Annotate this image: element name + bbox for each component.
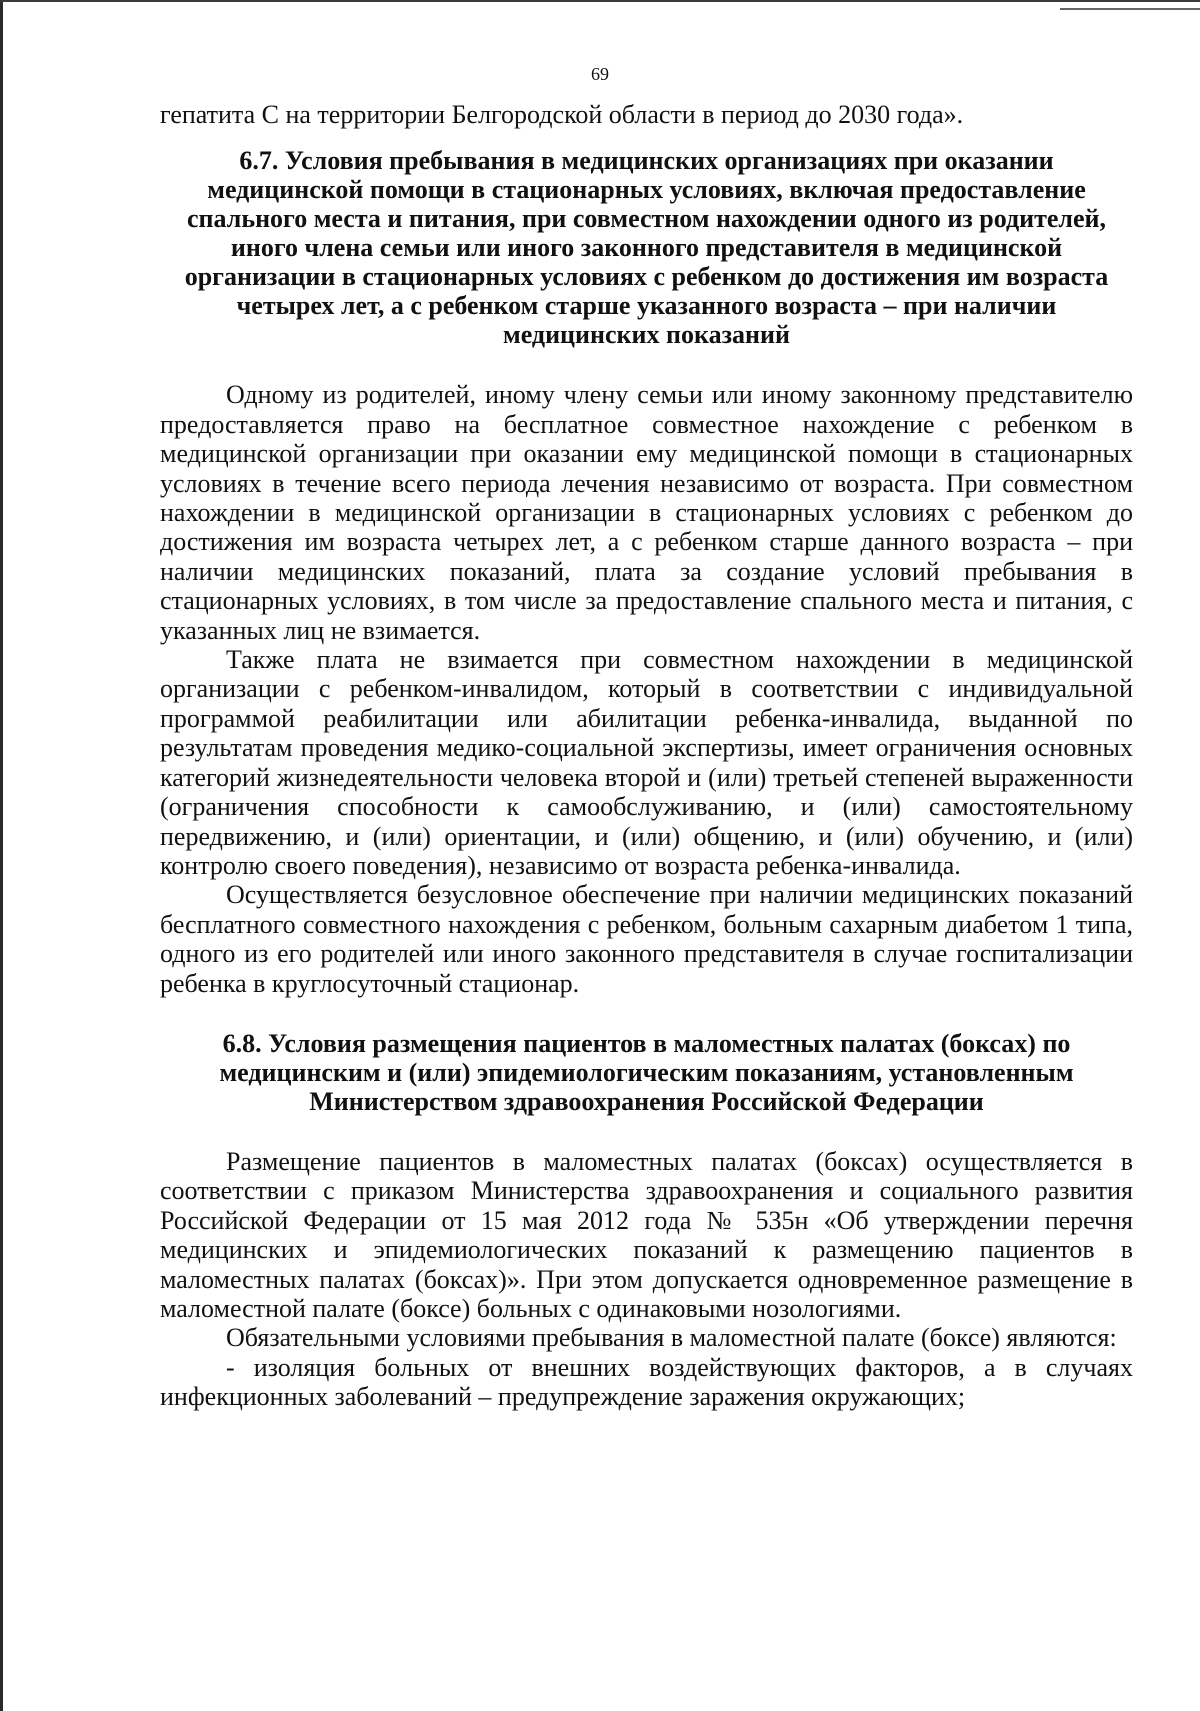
- section-6-8-heading: 6.8. Условия размещения пациентов в маломестных палатах (боксах) по медицинским и (или) эпидемиологическим показаниям, установленным Министерством здравоохранения Российской Федерации: [219, 1028, 1074, 1116]
- section-6-8-bullet-1: - изоляция больных от внешних воздействующих факторов, а в случаях инфекционных заболеваний – предупреждение заражения окружающих;: [160, 1352, 1133, 1412]
- scan-edge-top-right: [1060, 8, 1200, 10]
- scan-edge-left: [0, 0, 3, 1711]
- continuation-line: гепатита С на территории Белгородской области в период до 2030 года».: [160, 100, 964, 129]
- page-number: 69: [591, 64, 609, 84]
- document-body: [160, 100, 1133, 1412]
- section-6-7-paragraph-3: Осуществляется безусловное обеспечение при наличии медицинских показаний бесплатного совместного нахождения с ребенком, больным сахарным диабетом 1 типа, одного из его родителей или иного законного представителя в случае госпитализации ребенка в круглосуточный стационар.: [160, 880, 1133, 998]
- scan-edge-top: [0, 0, 1200, 2]
- section-6-8-paragraph-2: Обязательными условиями пребывания в маломестной палате (боксе) являются:: [226, 1323, 1117, 1353]
- section-6-8-paragraph-1: Размещение пациентов в маломестных палатах (боксах) осуществляется в соответствии с приказом Министерства здравоохранения и социального развития Российской Федерации от 15 мая 2012 года № 535н «Об утверждении перечня медицинских и эпидемиологических показаний к размещению пациентов в маломестных палатах (боксах)». При этом допускается одновременное размещение в маломестной палате (боксе) больных с одинаковыми нозологиями.: [160, 1146, 1133, 1323]
- section-6-7-paragraph-1: Одному из родителей, иному члену семьи или иному законному представителю предоставляется право на бесплатное совместное нахождение с ребенком в медицинской организации при оказании ему медицинской помощи в стационарных условиях в течение всего периода лечения независимо от возраста. При совместном нахождении в медицинской организации в стационарных условиях с ребенком до достижения им возраста четырех лет, а с ребенком старше данного возраста – при наличии медицинских показаний, плата за создание условий пребывания в стационарных условиях, в том числе за предоставление спального места и питания, с указанных лиц не взимается.: [160, 380, 1133, 645]
- section-6-7-heading: 6.7. Условия пребывания в медицинских организациях при оказании медицинской помощи в стационарных условиях, включая предоставление спального места и питания, при совместном нахождении одного из родителей, иного члена семьи или иного законного представителя в медицинской организации в стационарных условиях с ребенком до достижения им возраста четырех лет, а с ребенком старше указанного возраста – при наличии медицинских показаний: [184, 146, 1109, 350]
- section-6-7-paragraph-2: Также плата не взимается при совместном нахождении в медицинской организации с ребенком-инвалидом, который в соответствии с индивидуальной программой реабилитации или абилитации ребенка-инвалида, выданной по результатам проведения медико-социальной экспертизы, имеет ограничения основных категорий жизнедеятельности человека второй и (или) третьей степеней выраженности (ограничения способности к самообслуживанию, и (или) самостоятельному передвижению, и (или) ориентации, и (или) общению, и (или) обучению, и (или) контролю своего поведения), независимо от возраста ребенка-инвалида.: [160, 645, 1133, 880]
